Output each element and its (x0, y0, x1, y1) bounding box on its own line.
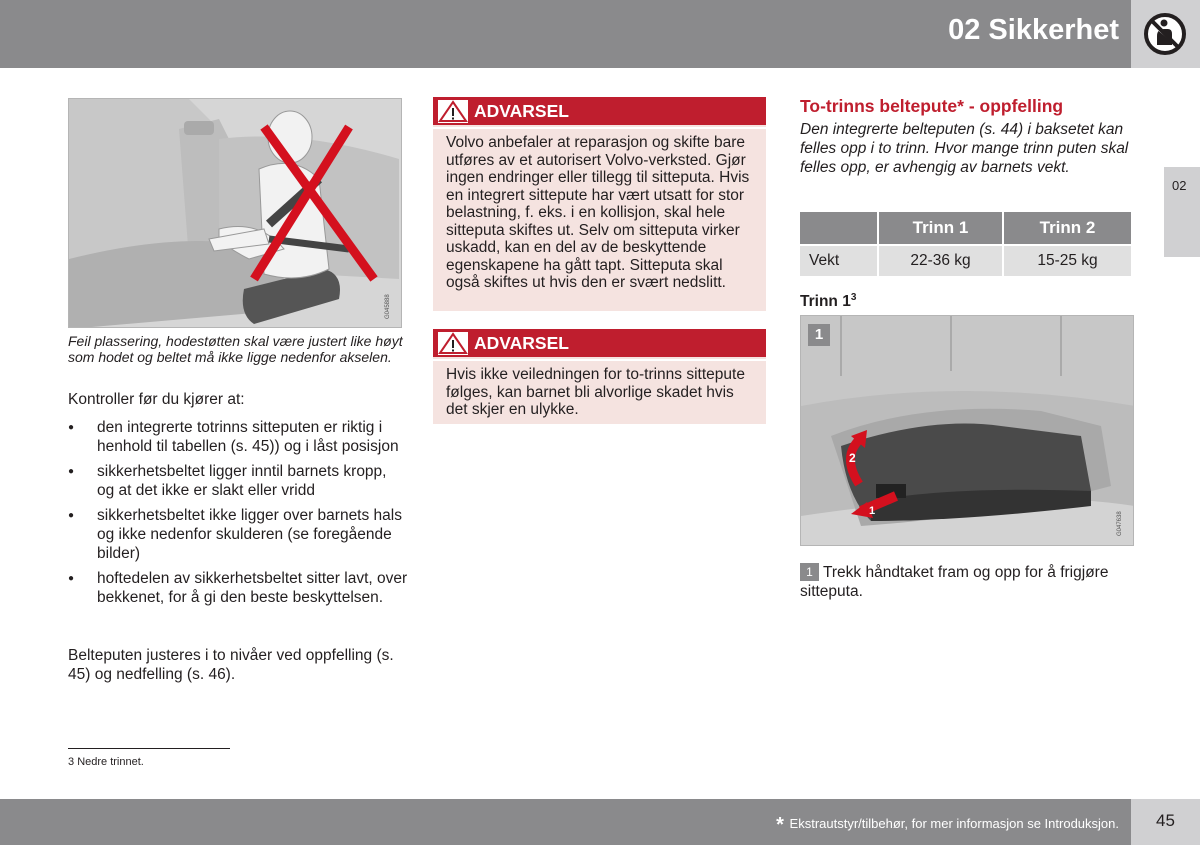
chapter-title: 02 Sikkerhet (948, 14, 1119, 46)
table-header-row (800, 212, 1131, 244)
section-title: To-trinns beltepute* - oppfelling (800, 96, 1064, 116)
rear-seat-child-illustration (69, 99, 402, 328)
warning-triangle-icon (438, 100, 468, 123)
section-intro: Den integrerte belteputen (s. 44) i baksetet kan felles opp i to trinn. Hvor mange trinn puten skal felles opp, er avhengig av barnets vekt. (800, 121, 1129, 176)
arrow-label: 2 (849, 451, 856, 465)
weight-table (800, 212, 1131, 276)
checklist-intro: Kontroller før du kjører at: (68, 391, 245, 408)
figure-code: G045888 (385, 294, 391, 319)
warning-text: Hvis ikke veiledningen for to-trinns sittepute følges, kan barnet bli alvorlige skadet hvis det skjer en ulykke. (446, 366, 745, 418)
figure-caption: Feil plassering, hodestøtten skal være justert like høyt som hodet og beltet må ikke ligge nedenfor akselen. (68, 333, 403, 365)
booster-cushion-drawing (801, 316, 1134, 546)
page-header (0, 0, 1131, 68)
warning-box (433, 97, 766, 311)
list-item: ● sikkerhetsbeltet ligger inntil barnets kropp, og at det ikke er slakt eller vridd (68, 462, 408, 500)
footnote-text: Nedre trinnet. (77, 756, 144, 768)
warning-box (433, 329, 766, 424)
step-instruction-text: Trekk håndtaket fram og opp for å frigjøre sitteputa. (800, 564, 1109, 600)
list-item: ● hoftedelen av sikkerhetsbeltet sitter lavt, over bekkenet, for å gi den beste beskyttelsen. (68, 569, 408, 607)
figure-step-number: 1 (808, 324, 830, 346)
figure-code: G047638 (1117, 511, 1123, 536)
booster-cushion-illustration (800, 315, 1134, 546)
table-row (800, 244, 1131, 276)
arrow-label: 1 (869, 505, 876, 517)
checklist (68, 418, 408, 613)
chapter-side-tab-label: 02 (1172, 178, 1187, 193)
footnote (68, 756, 144, 768)
warning-header (433, 97, 766, 125)
table-header-cell: Trinn 2 (1002, 212, 1131, 244)
table-cell: Vekt (800, 244, 877, 276)
footnote-reference: 3 (850, 292, 857, 303)
chapter-side-tab[interactable] (1164, 167, 1200, 257)
footer-star: * (776, 814, 784, 836)
warning-text: Volvo anbefaler at reparasjon og skifte bare utføres av et autorisert Volvo-verksted. Gjør ingen endringer eller tillegg til sitteputa. Hvis en integrert sittepute har vært utsatt for stor belastning, f. eks. i en kollisjon, skal hele sitteputa skiftes ut. Selv om sitteputa virker uskadd, kan en del av de beskyttende egenskapene ha gått tapt. Sitteputa skal også skiftes ut hvis den er svært nedslitt. (446, 134, 750, 291)
step-subheading (800, 292, 856, 311)
step-number: 1 (800, 563, 819, 581)
page-number-box (1131, 799, 1200, 845)
table-cell: 15-25 kg (1002, 244, 1131, 276)
warning-title: ADVARSEL (474, 101, 569, 121)
closing-paragraph: Belteputen justeres i to nivåer ved oppfelling (s. 45) og nedfelling (s. 46). (68, 647, 394, 683)
page-footer (0, 799, 1131, 845)
table-header-cell (800, 212, 877, 244)
chapter-icon-box (1131, 0, 1200, 68)
no-seatbelt-icon (1143, 12, 1187, 56)
table-header-cell: Trinn 1 (877, 212, 1002, 244)
list-item: ● den integrerte totrinns sitteputen er riktig i henhold til tabellen (s. 45)) og i låst posisjon (68, 418, 408, 456)
list-item: ● sikkerhetsbeltet ikke ligger over barnets hals og ikke nedenfor skulderen (se foregående bilder) (68, 506, 408, 563)
footnote-marker: 3 (68, 756, 75, 768)
table-cell: 22-36 kg (877, 244, 1002, 276)
footer-note (776, 814, 1119, 837)
page-number: 45 (1156, 811, 1175, 830)
incorrect-placement-illustration (68, 98, 402, 328)
step-subheading-text: Trinn 1 (800, 293, 851, 311)
footer-note-text: Ekstrautstyr/tilbehør, for mer informasjon se Introduksjon. (789, 816, 1119, 831)
warning-triangle-icon (438, 332, 468, 355)
step-instruction (800, 563, 1135, 601)
footnote-divider (68, 748, 230, 749)
warning-title: ADVARSEL (474, 333, 569, 353)
warning-header (433, 329, 766, 357)
